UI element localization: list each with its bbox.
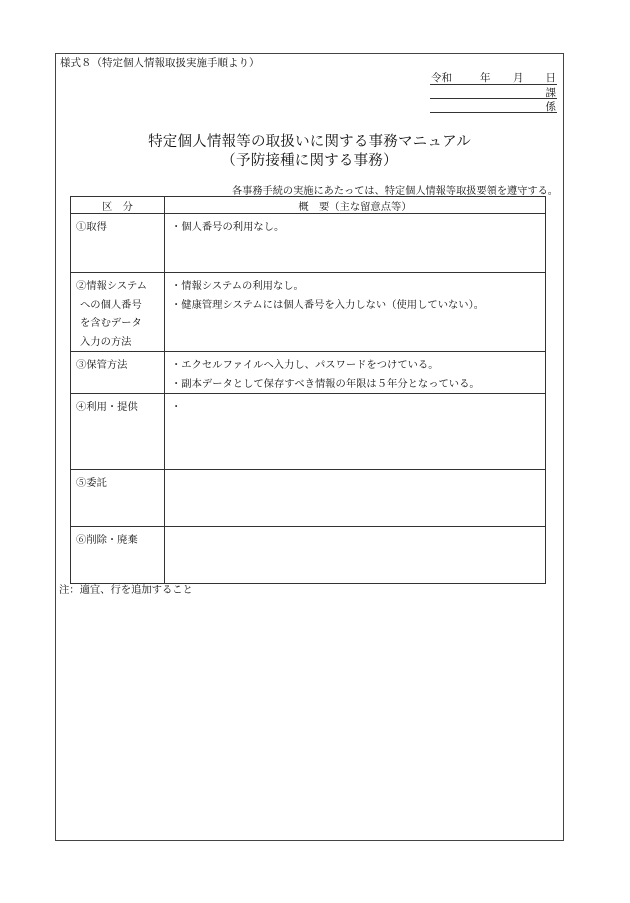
category-cell xyxy=(71,352,165,394)
table-row xyxy=(71,273,546,352)
category-text: ⑤委託 xyxy=(76,477,107,489)
category-text: を含むデータ xyxy=(80,317,142,329)
header-category: 区 分 xyxy=(71,197,165,214)
date-month: 月 xyxy=(513,72,524,84)
category-cell xyxy=(71,273,165,352)
compliance-note: 各事務手続の実施にあたっては、特定個人情報等取扱要領を遵守する。 xyxy=(232,186,558,197)
document-title: 特定個人情報等の取扱いに関する事務マニュアル xyxy=(148,134,471,150)
staff-label: 係 xyxy=(545,101,556,113)
section-row xyxy=(430,85,557,99)
footnote: 注：適宜、行を追加すること xyxy=(59,584,193,596)
date-day: 日 xyxy=(545,72,556,84)
category-text: ①取得 xyxy=(76,221,107,233)
summary-item: ・健康管理システムには個人番号を入力しない（使用していない）。 xyxy=(171,298,485,311)
category-text: ②情報システム xyxy=(76,280,148,292)
date-block xyxy=(430,70,557,113)
staff-row xyxy=(430,99,557,113)
summary-item: ・ xyxy=(171,401,182,413)
table-row xyxy=(71,214,546,273)
summary-item: ・情報システムの利用なし。 xyxy=(171,280,304,292)
summary-cell xyxy=(165,470,546,527)
summary-item: ・個人番号の利用なし。 xyxy=(171,221,285,233)
summary-item: ・副本データとして保存すべき情報の年限は５年分となっている。 xyxy=(171,377,480,390)
category-text: 入力の方法 xyxy=(80,335,132,348)
category-text: への個人番号 xyxy=(80,298,142,311)
date-row xyxy=(430,70,557,85)
table-header-row xyxy=(71,197,546,214)
category-cell xyxy=(71,394,165,470)
table-row xyxy=(71,470,546,527)
summary-cell xyxy=(165,214,546,273)
date-era: 令和 xyxy=(431,72,452,84)
manual-table xyxy=(70,196,546,584)
summary-cell xyxy=(165,527,546,584)
category-text: ③保管方法 xyxy=(76,359,128,371)
table-row xyxy=(71,394,546,470)
summary-cell xyxy=(165,273,546,352)
category-text: ④利用・提供 xyxy=(76,401,138,413)
date-year: 年 xyxy=(480,72,491,84)
category-cell xyxy=(71,527,165,584)
table-row xyxy=(71,527,546,584)
form-label: 様式８（特定個人情報取扱実施手順より） xyxy=(60,57,260,69)
category-text: ⑥削除・廃棄 xyxy=(76,534,138,546)
header-summary: 概 要（主な留意点等） xyxy=(165,197,546,214)
category-cell xyxy=(71,470,165,527)
summary-cell xyxy=(165,352,546,394)
document-subtitle: （予防接種に関する事務） xyxy=(221,153,398,169)
table-row xyxy=(71,352,546,394)
category-cell xyxy=(71,214,165,273)
summary-cell xyxy=(165,394,546,470)
summary-item: ・エクセルファイルへ入力し、パスワードをつけている。 xyxy=(171,359,439,371)
section-label: 課 xyxy=(545,87,556,99)
